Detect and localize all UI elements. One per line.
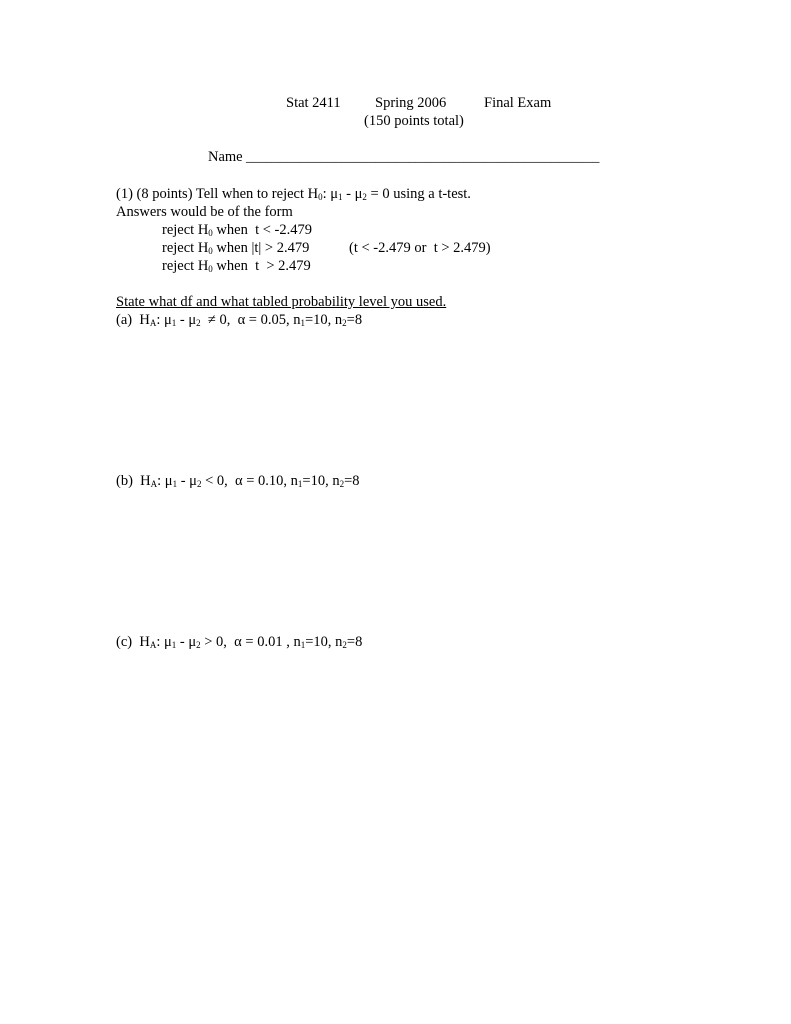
answers-intro: Answers would be of the form bbox=[116, 204, 293, 220]
example-answer-2-note: (t < -2.479 or t > 2.479) bbox=[349, 240, 491, 256]
part-b-label: (b) bbox=[116, 473, 133, 489]
part-c-label: (c) bbox=[116, 634, 133, 650]
example-answer-3: reject $H_0$ when t > 2.479 bbox=[162, 258, 311, 275]
question-number: (1) bbox=[116, 186, 133, 202]
course-title: Stat 2411 bbox=[286, 95, 341, 111]
question-points: (8 points) bbox=[136, 186, 193, 202]
name-blank-line: ____________________________________________________ bbox=[246, 149, 600, 164]
question-1-stem: (1) (8 points) Tell when to reject $H_0$: $\mu_1 - \mu_2 = 0$ using a t-test. bbox=[116, 186, 471, 203]
df-instruction: State what df and what tabled probability level you used. bbox=[116, 294, 447, 310]
example-answer-2: reject $H_0$ when |t| > 2.479 bbox=[162, 240, 310, 257]
points-total: (150 points total) bbox=[364, 113, 464, 129]
part-c: (c) $H_A$: $\mu_1 - \mu_2 > 0$, α = 0.01 , $n_1=10$, $n_2=8$ bbox=[116, 634, 363, 651]
exam-title: Final Exam bbox=[484, 95, 552, 111]
term-label: Spring 2006 bbox=[375, 95, 447, 111]
example-answer-1: reject $H_0$ when t < -2.479 bbox=[162, 222, 312, 239]
part-a: (a) $H_A$: $\mu_1 - \mu_2 \ne 0$, α = 0.05, $n_1=10$, $n_2=8$ bbox=[116, 312, 363, 329]
name-label: Name bbox=[208, 149, 243, 165]
part-a-label: (a) bbox=[116, 312, 133, 328]
part-b: (b) $H_A$: $\mu_1 - \mu_2 < 0$, α = 0.10, $n_1=10$, $n_2=8$ bbox=[116, 473, 360, 490]
